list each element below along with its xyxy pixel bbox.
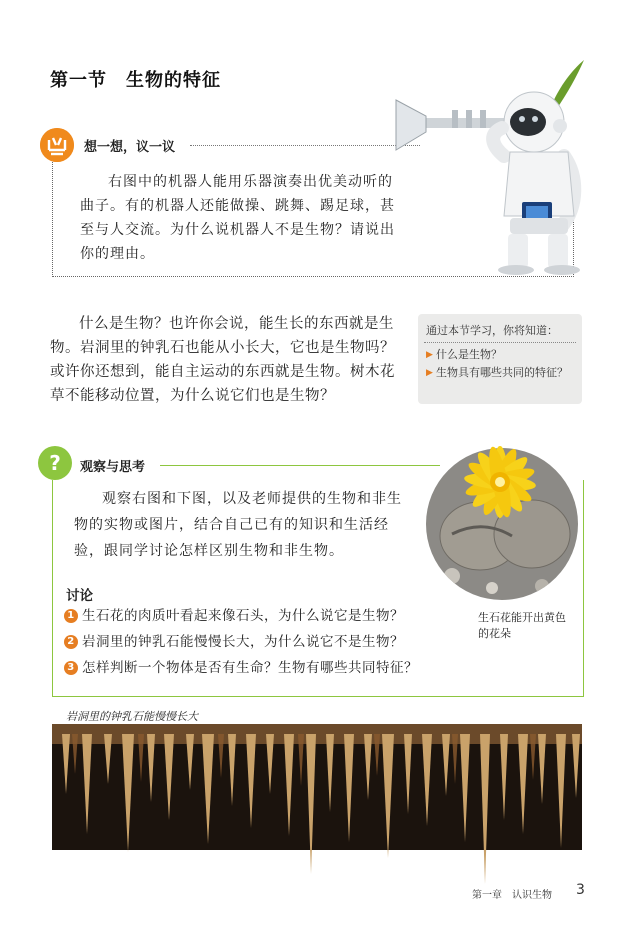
cave-caption: 岩洞里的钟乳石能慢慢长大 xyxy=(66,710,198,723)
robot-trumpet-illustration xyxy=(392,56,592,276)
discussion-item xyxy=(64,606,484,632)
learning-goal-text: 什么是生物？ xyxy=(436,348,502,361)
number-badge-icon: 3 xyxy=(64,661,78,675)
learning-goal-item xyxy=(426,364,576,382)
learning-goals-divider xyxy=(424,342,576,343)
observe-divider xyxy=(160,465,440,466)
triangle-bullet-icon: ▶ xyxy=(426,350,433,360)
intro-paragraph: 什么是生物？也许你会说，能生长的东西就是生物。岩洞里的钟乳石也能从小长大，它也是生物吗？或许你还想到，能自主运动的东西就是生物。树木花草不能移动位置，为什么说它们也是生物？ xyxy=(50,316,395,404)
learning-goal-item xyxy=(426,346,576,364)
discussion-title: 讨论 xyxy=(66,588,93,604)
think-discuss-icon xyxy=(40,128,74,162)
discussion-text: 岩洞里的钟乳石能慢慢长大，为什么说它不是生物？ xyxy=(82,634,404,650)
learning-goals-box xyxy=(418,314,582,404)
triangle-bullet-icon: ▶ xyxy=(426,368,433,378)
observe-think-icon: ? xyxy=(38,446,72,480)
observe-text: 观察右图和下图，以及老师提供的生物和非生物的实物或图片，结合自己已有的知识和生活经验，跟同学讨论怎样区别生物和非生物。 xyxy=(74,491,402,559)
think-divider xyxy=(190,145,420,146)
discussion-text: 怎样判断一个物体是否有生命？生物有哪些共同特征？ xyxy=(82,660,418,676)
think-header xyxy=(40,128,400,162)
think-label: 想一想，议一议 xyxy=(84,140,176,155)
learning-goal-text: 生物具有哪些共同的特征？ xyxy=(436,366,568,379)
discussion-item xyxy=(64,632,484,658)
footer-chapter-title: 第一章 认识生物 xyxy=(472,890,552,901)
number-badge-icon: 1 xyxy=(64,609,78,623)
discussion-item xyxy=(64,658,484,684)
discussion-text: 生石花的肉质叶看起来像石头，为什么说它是生物？ xyxy=(82,608,404,624)
lithops-flower-photo xyxy=(422,416,582,602)
number-badge-icon: 2 xyxy=(64,635,78,649)
think-text: 右图中的机器人能用乐器演奏出优美动听的曲子。有的机器人还能做操、跳舞、踢足球，甚至与人交流。为什么说机器人不是生物？请说出你的理由。 xyxy=(80,174,395,262)
discussion-list xyxy=(64,606,484,684)
learning-goals-list xyxy=(426,346,576,382)
lithops-caption: 生石花能开出黄色的花朵 xyxy=(478,611,566,640)
observe-label: 观察与思考 xyxy=(80,460,146,475)
section-title: 第一节 生物的特征 xyxy=(50,70,221,91)
page-number: 3 xyxy=(576,882,585,898)
stalactite-cave-photo xyxy=(52,724,582,888)
learning-goals-title: 通过本节学习，你将知道： xyxy=(426,324,558,337)
